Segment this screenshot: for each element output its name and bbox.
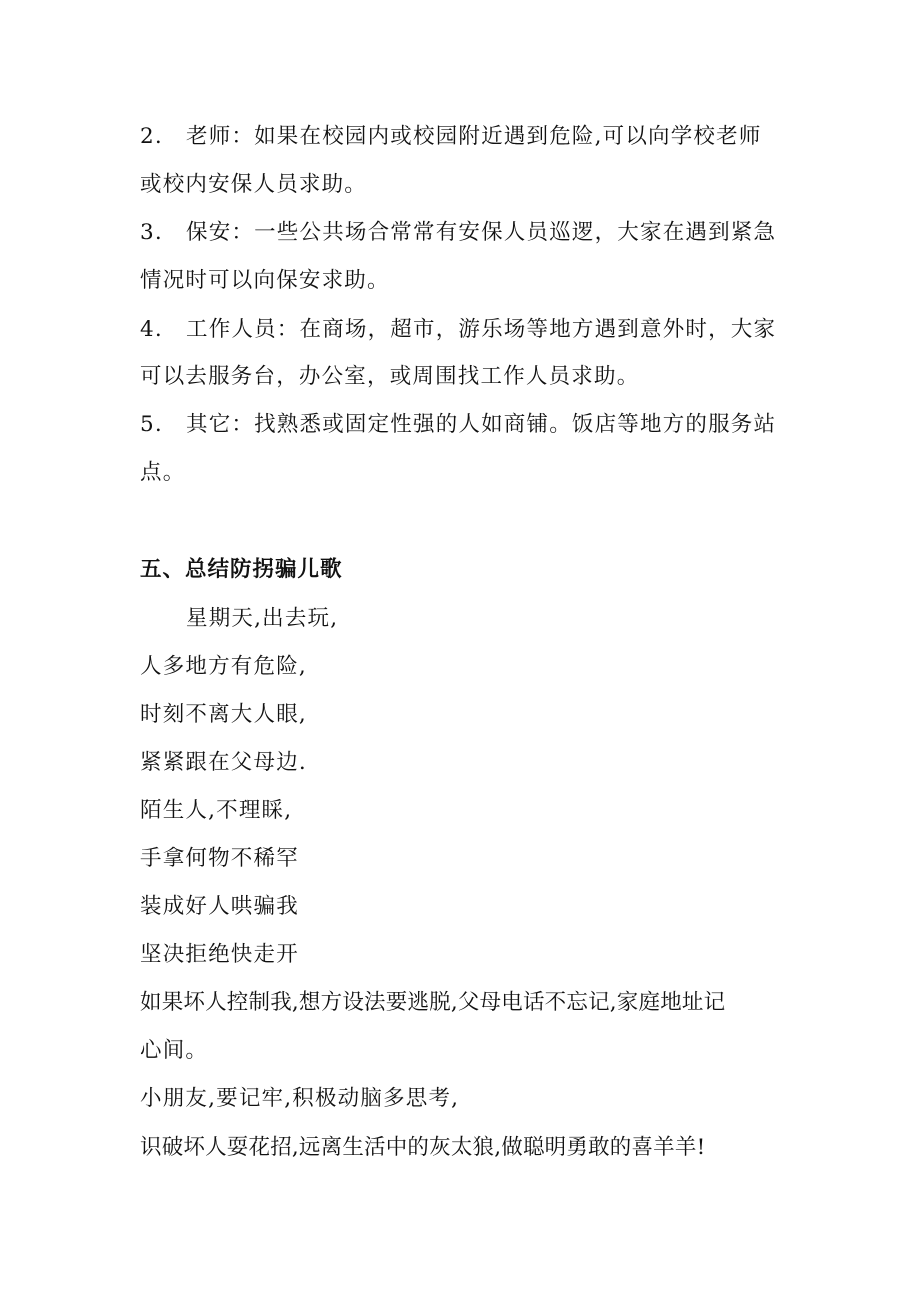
list-text: 老师：如果在校园内或校园附近遇到危险,可以向学校老师: [186, 124, 762, 149]
list-number: 5.: [140, 412, 163, 437]
list-number: 2.: [140, 124, 163, 149]
list-item-4-line-1: [140, 315, 785, 345]
poem-line-4: 紧紧跟在父母边.: [140, 750, 307, 775]
list-item-5-line-1: [140, 410, 785, 440]
list-text: 工作人员：在商场，超市，游乐场等地方遇到意外时，大家: [186, 317, 777, 342]
poem-line-2: 人多地方有危险,: [140, 654, 307, 679]
list-item-5-line-2: 点。: [140, 460, 186, 485]
section-heading: 五、总结防拐骗儿歌: [140, 557, 343, 582]
poem-line-8: 坚决拒绝快走开: [140, 942, 299, 967]
poem-line-5: 陌生人,不理睬,: [140, 798, 293, 823]
list-number: 3.: [140, 220, 163, 245]
list-item-2-line-2: 或校内安保人员求助。: [140, 172, 368, 197]
poem-line-3: 时刻不离大人眼,: [140, 702, 307, 727]
poem-line-11: 小朋友,要记牢,积极动脑多思考,: [140, 1086, 460, 1111]
list-item-2-line-1: [140, 122, 785, 152]
list-item-3-line-1: [140, 218, 785, 248]
poem-line-6: 手拿何物不稀罕: [140, 846, 299, 871]
poem-line-1: 星期天,出去玩,: [186, 606, 339, 631]
poem-line-7: 装成好人哄骗我: [140, 894, 299, 919]
list-item-4-line-2: 可以去服务台，办公室，或周围找工作人员求助。: [140, 364, 640, 389]
poem-line-12: 识破坏人耍花招,远离生活中的灰太狼,做聪明勇敢的喜羊羊!: [140, 1135, 706, 1160]
list-text: 其它：找熟悉或固定性强的人如商铺。饭店等地方的服务站: [186, 412, 777, 437]
poem-line-9: 如果坏人控制我,想方设法要逃脱,父母电话不忘记,家庭地址记: [140, 990, 726, 1015]
list-item-3-line-2: 情况时可以向保安求助。: [140, 268, 390, 293]
poem-line-10: 心间。: [140, 1038, 209, 1063]
list-text: 保安：一些公共场合常常有安保人员巡逻，大家在遇到紧急: [186, 220, 777, 245]
list-number: 4.: [140, 317, 163, 342]
